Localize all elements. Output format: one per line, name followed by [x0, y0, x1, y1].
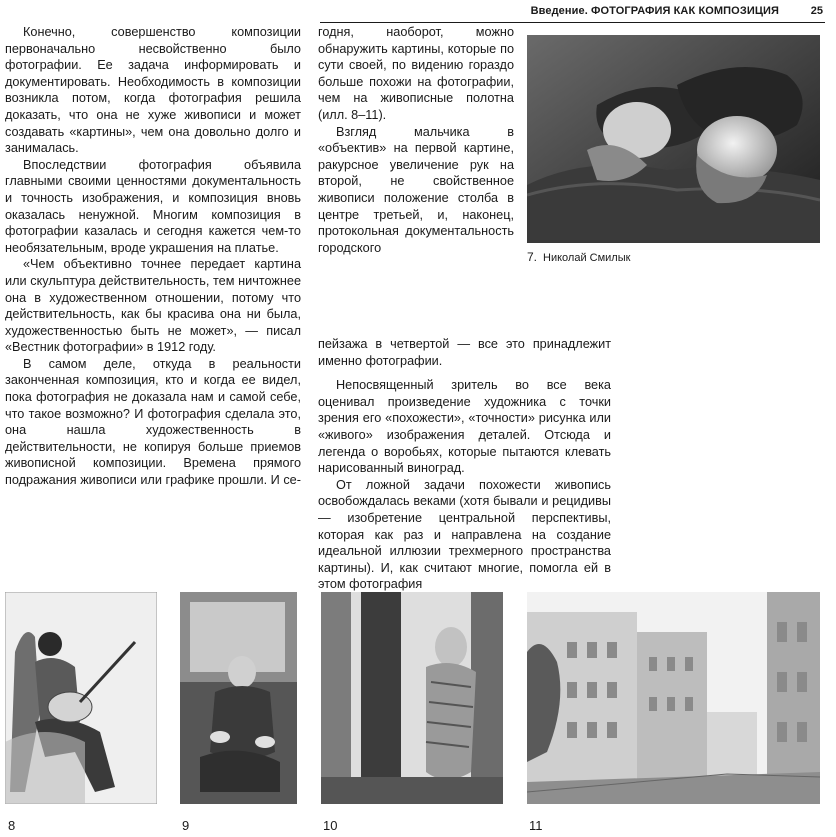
paragraph: Взгляд мальчика в «объектив» на первой картине, ракурсное увеличение рук на второй, не свойственное живописи положение столба в центре третьей, и, наконец, протокольная документальность городского — [318, 124, 514, 255]
paragraph: Непосвященный зритель во все века оценивал произведение художника с точки зрения его «похожести», «точности» рисунка или «живого» изображения деталей. Отсюда и легенда о воробьях, которые пытаются клевать нарисованный виноград. — [318, 378, 611, 476]
figure-10-image — [321, 592, 503, 804]
figure-7-photo — [527, 35, 820, 243]
running-title: Введение. ФОТОГРАФИЯ КАК КОМПОЗИЦИЯ — [530, 5, 779, 17]
paragraph: Конечно, совершенство композиции первоначально несвойственно было фотографии. Ее задача информировать и документировать. Необходимость в композиции возникла потом, когда фотография решила доказать, что она не хуже живописи и может создавать «картины», чем она довольно долго и занималась. — [5, 25, 301, 156]
paragraph: В самом деле, откуда в реальности законченная композиция, кто и когда ее видел, пока фотография не доказала нам и самой себе, что такое возможно? И фотография сделала это, она нашла художественность в действительности, не копируя больше приемов живописной композиции. Времена прямого подражания живописи или графике прошли. И се- — [5, 356, 301, 488]
figure-8-image — [5, 592, 157, 804]
text-column-3 — [318, 336, 611, 593]
figure-10-number: 10 — [323, 818, 338, 833]
paragraph: От ложной задачи похожести живопись освобождалась веками (хотя бывали и рецидивы — изобретение центральной перспективы, которая как раз и направлена на создание идеальной иллюзии трехмерного пространства картины). И, как считают многие, помогла ей в этом фотография — [318, 477, 611, 592]
paragraph: «Чем объективно точнее передает картина или скульптура действительность, тем ничтожнее она в художественном отношении, потому что действительность, как бы красива она ни была, художественностью быть не может», — писал «Вестник фотографии» в 1912 году. — [5, 257, 301, 355]
figure-11-number: 11 — [529, 818, 543, 833]
paragraph: годня, наоборот, можно обнаружить картины, которые по сути своей, по видению гораздо больше похожи на фотографии, чем на живописные полотна (илл. 8–11). — [318, 25, 514, 122]
page-number: 25 — [810, 5, 823, 17]
text-column-1 — [5, 24, 301, 489]
figure-9-number: 9 — [182, 818, 190, 833]
paragraph: Впоследствии фотография объявила главными своими ценностями документальность и точность изображения, и композиция вновь оказалась ненужной. Многим композиция в фотографии казалась и сегодня кажется чем-то необязательным, вроде украшения на платье. — [5, 157, 301, 255]
figure-9-image — [180, 592, 297, 804]
running-header — [320, 0, 825, 23]
figure-7-caption — [527, 250, 630, 264]
figure-7-author: Николай Смилык — [543, 252, 631, 264]
text-column-2 — [318, 24, 514, 256]
figure-8-number: 8 — [8, 818, 16, 833]
paragraph: пейзажа в четвертой — все это принадлежит именно фотографии. — [318, 337, 611, 368]
figure-7-number: 7. — [527, 250, 538, 264]
figure-11-image — [527, 592, 820, 804]
